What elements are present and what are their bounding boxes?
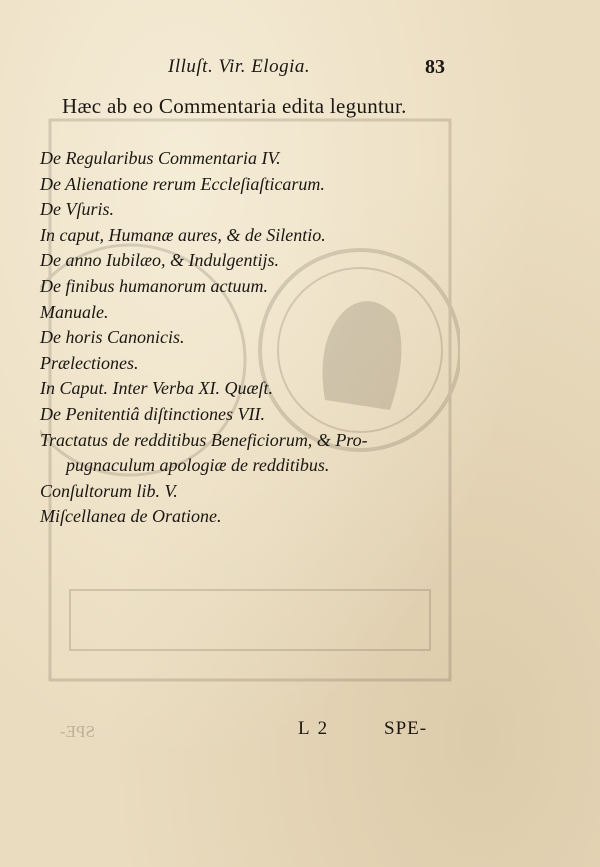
catchword: SPE- [384, 718, 428, 739]
list-item: In caput, Humanæ aures, & de Silentio. [40, 224, 326, 245]
list-item: De Alienatione rerum Eccleſiaſticarum. [40, 173, 325, 194]
list-item: Conſultorum lib. V. [40, 480, 178, 501]
list-item: De Vſuris. [40, 199, 114, 220]
list-item: De horis Canonicis. [40, 327, 185, 348]
works-list [40, 146, 480, 530]
list-item: De Penitentiâ diſtinctiones VII. [40, 403, 265, 424]
signature-mark: L 2 [298, 718, 330, 739]
list-item: Miſcellanea de Oratione. [40, 506, 222, 527]
section-intro: Hæc ab eo Commentaria edita leguntur. [62, 94, 407, 118]
show-through-catchword: SPE- [60, 722, 95, 741]
list-item: De Regularibus Commentaria IV. [40, 148, 281, 168]
list-item: De finibus humanorum actuum. [40, 275, 268, 296]
list-item: De anno Iubilæo, & Indulgentijs. [40, 250, 279, 271]
running-head: Illuſt. Vir. Elogia. [168, 56, 311, 77]
list-item: In Caput. Inter Verba XI. Quæſt. [40, 378, 273, 399]
list-item: Prælectiones. [40, 352, 139, 373]
list-item: Manuale. [40, 301, 109, 322]
page-number: 83 [425, 56, 445, 78]
list-item: Tractatus de redditibus Beneficiorum, & Pro- [40, 429, 368, 450]
list-item-continuation: pugnaculum apologiæ de redditibus. [66, 455, 330, 476]
